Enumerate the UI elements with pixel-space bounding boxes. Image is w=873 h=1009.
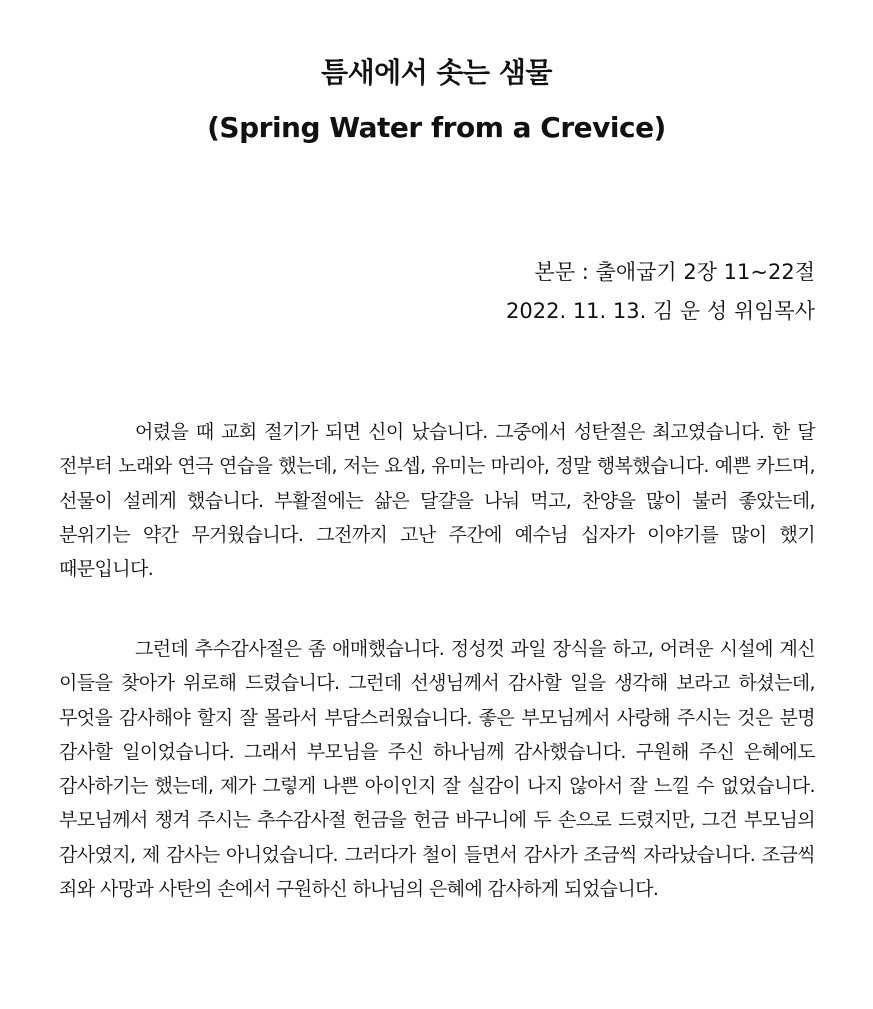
scripture-reference: 본문 : 출애굽기 2장 11~22절 (534, 260, 815, 284)
body-paragraph-2: 그런데 추수감사절은 좀 애매했습니다. 정성껏 과일 장식을 하고, 어려운 시설에 계신 이들을 찾아가 위로해 드렸습니다. 그런데 선생님께서 감사할 일을 생각해 보라고 하셨는데, 무엇을 감사해야 할지 잘 몰라서 부담스러웠습니다. 좋은 부모님께서 사랑해 주시는 것은 분명 감사할 일이었습니다. 그래서 부모님을 주신 하나님께 감사했습니다. 구원해 주신 은혜에도 감사하기는 했는데, 제가 그렇게 나쁜 아이인지 잘 실감이 나지 않아서 잘 느낄 수 없었습니다. 부모님께서 챙겨 주시는 추수감사절 헌금을 헌금 바구니에 두 손으로 드렸지만, 그건 부모님의 감사였지, 제 감사는 아니었습니다. 그러다가 철이 들면서 감사가 조금씩 자라났습니다. 조금씩 죄와 사망과 사탄의 손에서 구원하신 하나님의 은혜에 감사하게 되었습니다. (59, 638, 815, 901)
body-paragraph-1: 어렸을 때 교회 절기가 되면 신이 났습니다. 그중에서 성탄절은 최고였습니다. 한 달 전부터 노래와 연극 연습을 했는데, 저는 요셉, 유미는 마리아, 정말 행복했습니다. 예쁜 카드며, 선물이 설레게 했습니다. 부활절에는 삶은 달걀을 나눠 먹고, 찬양을 많이 불러 좋았는데, 분위기는 약간 무거웠습니다. 그전까지 고난 주간에 예수님 십자가 이야기를 많이 했기 때문입니다. (59, 421, 815, 581)
sermon-title-english: (Spring Water from a Crevice) (207, 111, 666, 144)
date-and-author: 2022. 11. 13. 김 운 성 위임목사 (506, 299, 815, 323)
sermon-title-korean: 틈새에서 솟는 샘물 (321, 56, 552, 89)
